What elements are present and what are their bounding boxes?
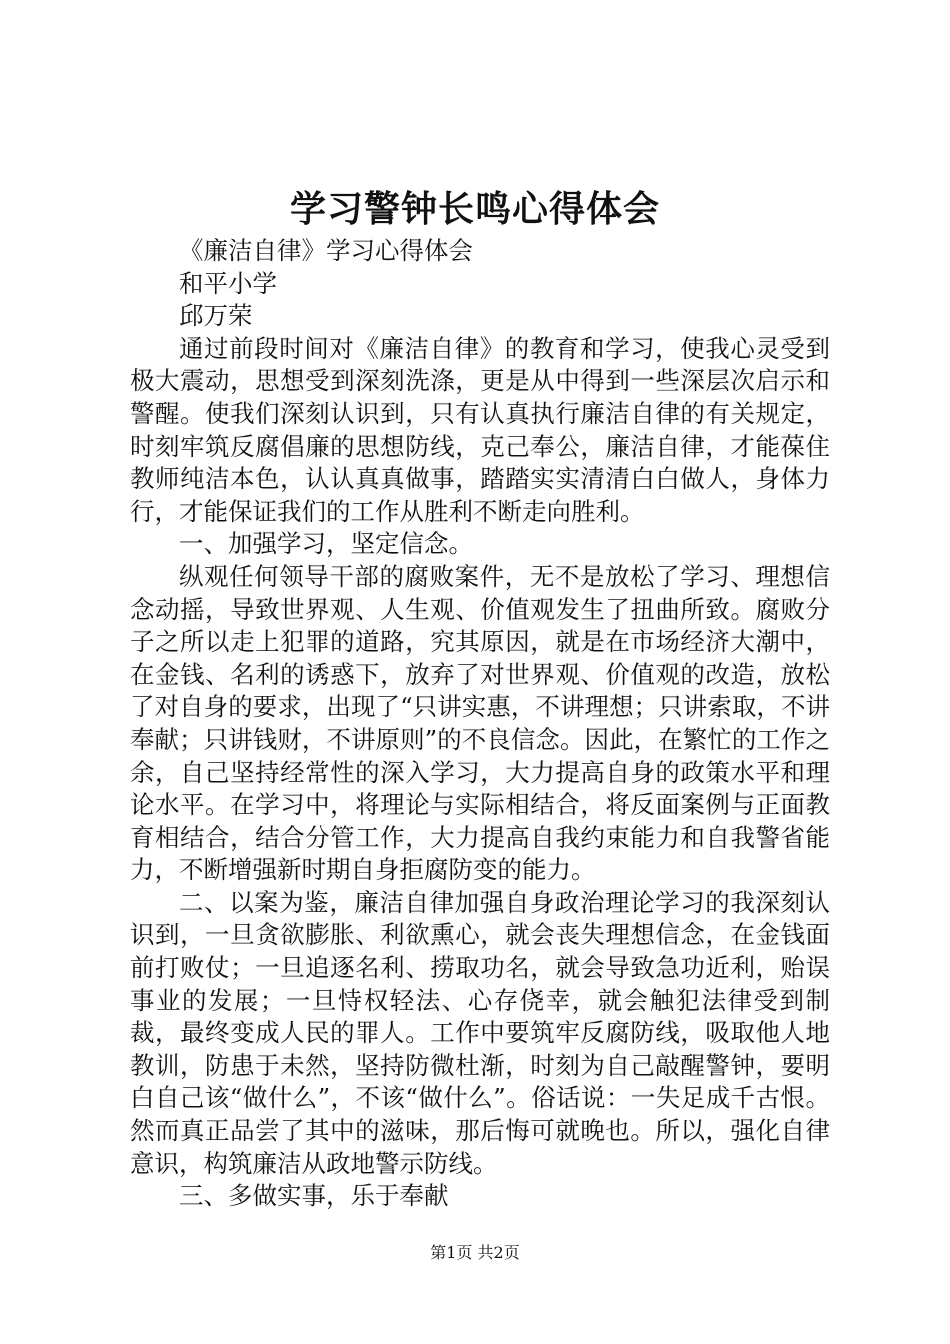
document-title: 学习警钟长鸣心得体会 (289, 188, 660, 230)
paragraph-intro: 通过前段时间对《廉洁自律》的教育和学习，使我心灵受到极大震动，思想受到深刻洗涤，更是从中得到一些深层次启示和警醒。使我们深刻认识到，只有认真执行廉洁自律的有关规定，时刻牢筑反腐倡廉的思想防线，克己奉公，廉洁自律，才能葆住教师纯洁本色，认认真真做事，踏踏实实清清白白做人，身体力行，才能保证我们的工作从胜利不断走向胜利。 (130, 333, 830, 526)
document-body (130, 235, 830, 1213)
section-heading-1: 一、加强学习，坚定信念。 (179, 529, 473, 559)
subtitle-line: 《廉洁自律》学习心得体会 (179, 236, 473, 265)
page-footer: 第1页 共2页 (430, 1243, 520, 1262)
paragraph-section-2: 二、以案为鉴，廉洁自律加强自身政治理论学习的我深刻认识到，一旦贪欲膨胀、利欲熏心，就会丧失理想信念，在金钱面前打败仗；一旦追逐名利、捞取功名，就会导致急功近利，贻误事业的发展；一旦恃权轻法、心存侥幸，就会触犯法律受到制裁，最终变成人民的罪人。工作中要筑牢反腐防线，吸取他人地教训，防患于未然，坚持防微杜渐，时刻为自己敲醒警钟，要明白自己该“做什么”，不该“做什么”。俗话说：一失足成千古恨。然而真正品尝了其中的滋味，那后悔可就晚也。所以，强化自律意识，构筑廉洁从政地警示防线。 (130, 887, 830, 1178)
author-line: 邱万荣 (179, 301, 253, 331)
paragraph-section-1: 纵观任何领导干部的腐败案件，无不是放松了学习、理想信念动摇，导致世界观、人生观、价值观发生了扭曲所致。腐败分子之所以走上犯罪的道路，究其原因，就是在市场经济大潮中，在金钱、名利的诱惑下，放弃了对世界观、价值观的改造，放松了对自身的要求，出现了“只讲实惠，不讲理想；只讲索取，不讲奉献；只讲钱财，不讲原则”的不良信念。因此，在繁忙的工作之余，自己坚持经常性的深入学习，大力提高自身的政策水平和理论水平。在学习中，将理论与实际相结合，将反面案例与正面教育相结合，结合分管工作，大力提高自我约束能力和自我警省能力，不断增强新时期自身拒腐防变的能力。 (130, 561, 830, 885)
school-line: 和平小学 (179, 268, 277, 298)
section-heading-3: 三、多做实事，乐于奉献 (179, 1181, 449, 1211)
